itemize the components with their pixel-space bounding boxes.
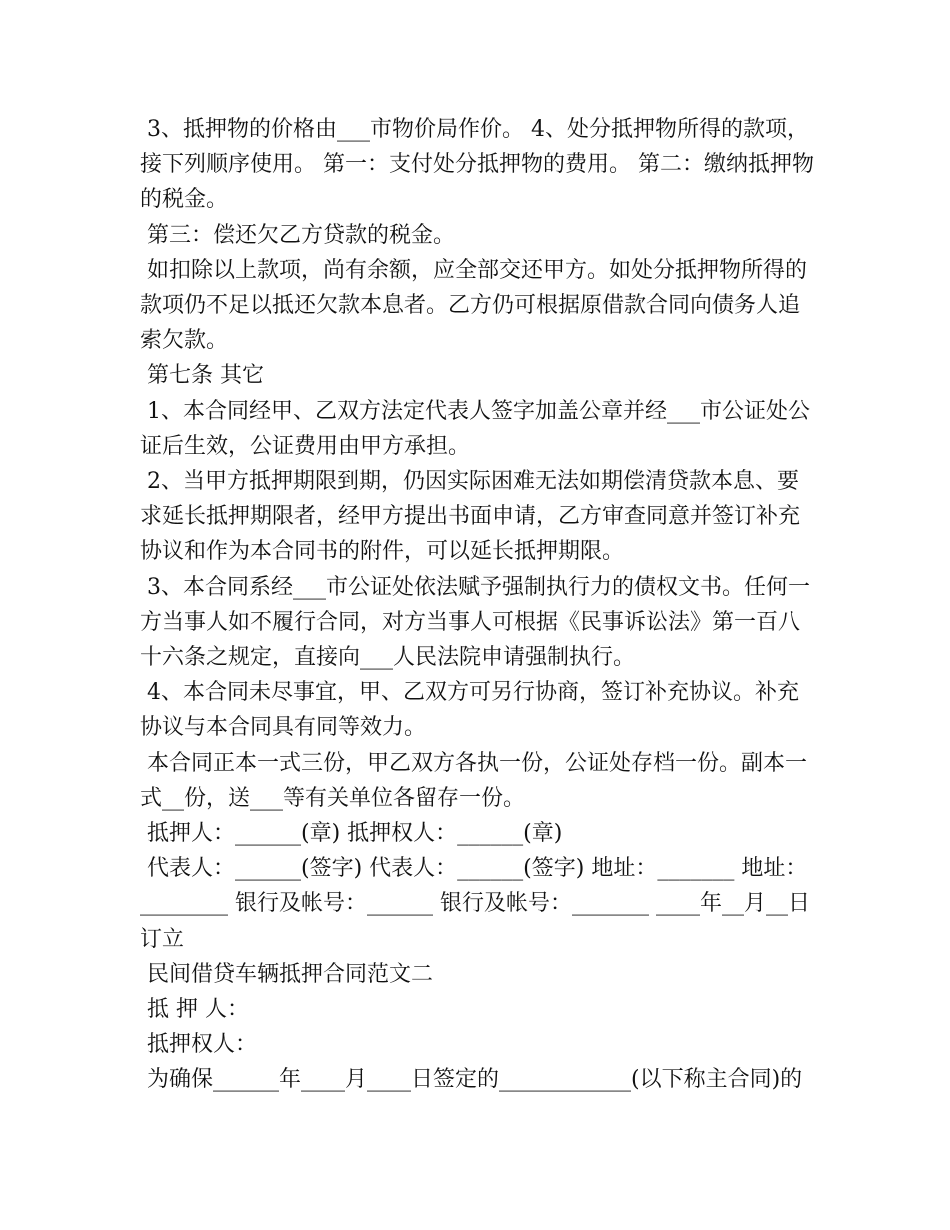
paragraph-clause-3: 3、本合同系经___市公证处依法赋予强制执行力的债权文书。任何一方当事人如不履行合同，对方当事人可根据《民事诉讼法》第一百八十六条之规定，直接向___人民法院申请强制执行。: [140, 574, 810, 671]
paragraph-remaining-balance: 如扣除以上款项，尚有余额，应全部交还甲方。如处分抵押物所得的款项仍不足以抵还欠款本息者。乙方仍可根据原借款合同向债务人追索欠款。: [140, 257, 808, 354]
document-body: [140, 112, 815, 1098]
document-title-second-template: 民间借贷车辆抵押合同范文二: [140, 961, 434, 987]
paragraph-clause-4: 4、本合同未尽事宜，甲、乙双方可另行协商，签订补充协议。补充协议与本合同具有同等效力。: [140, 680, 799, 741]
paragraph-pricing-and-proceeds: 3、抵押物的价格由___市物价局作价。 4、处分抵押物所得的款项，接下列顺序使用。 第一：支付处分抵押物的费用。 第二：缴纳抵押物的税金。: [140, 117, 814, 213]
signature-line-details: 代表人：______(签字) 代表人：______(签字) 地址：_______ 地址：________ 银行及帐号：______ 银行及帐号：_______ ____年__月__日订立: [140, 856, 810, 952]
paragraph-clause-1: 1、本合同经甲、乙双方法定代表人签字加盖公章并经___市公证处公证后生效，公证费用由甲方承担。: [140, 398, 810, 459]
mortgagor-field: 抵 押 人：: [140, 997, 249, 1023]
signature-line-parties: 抵押人：______(章) 抵押权人：______(章): [140, 821, 563, 847]
mortgagee-field: 抵押权人：: [140, 1032, 258, 1058]
paragraph-intro-main-contract: 为确保______年____月____日签定的____________(以下称主合同)的: [140, 1067, 803, 1093]
section-heading-article-7: 第七条 其它: [140, 363, 264, 389]
paragraph-third-repay: 第三：偿还欠乙方贷款的税金。: [140, 222, 456, 248]
paragraph-clause-2: 2、当甲方抵押期限到期，仍因实际困难无法如期偿清贷款本息、要求延长抵押期限者，经甲方提出书面申请，乙方审查同意并签订补充协议和作为本合同书的附件，可以延长抵押期限。: [140, 469, 801, 565]
paragraph-copies: 本合同正本一式三份，甲乙双方各执一份，公证处存档一份。副本一式__份，送___等有关单位各留存一份。: [140, 750, 808, 811]
